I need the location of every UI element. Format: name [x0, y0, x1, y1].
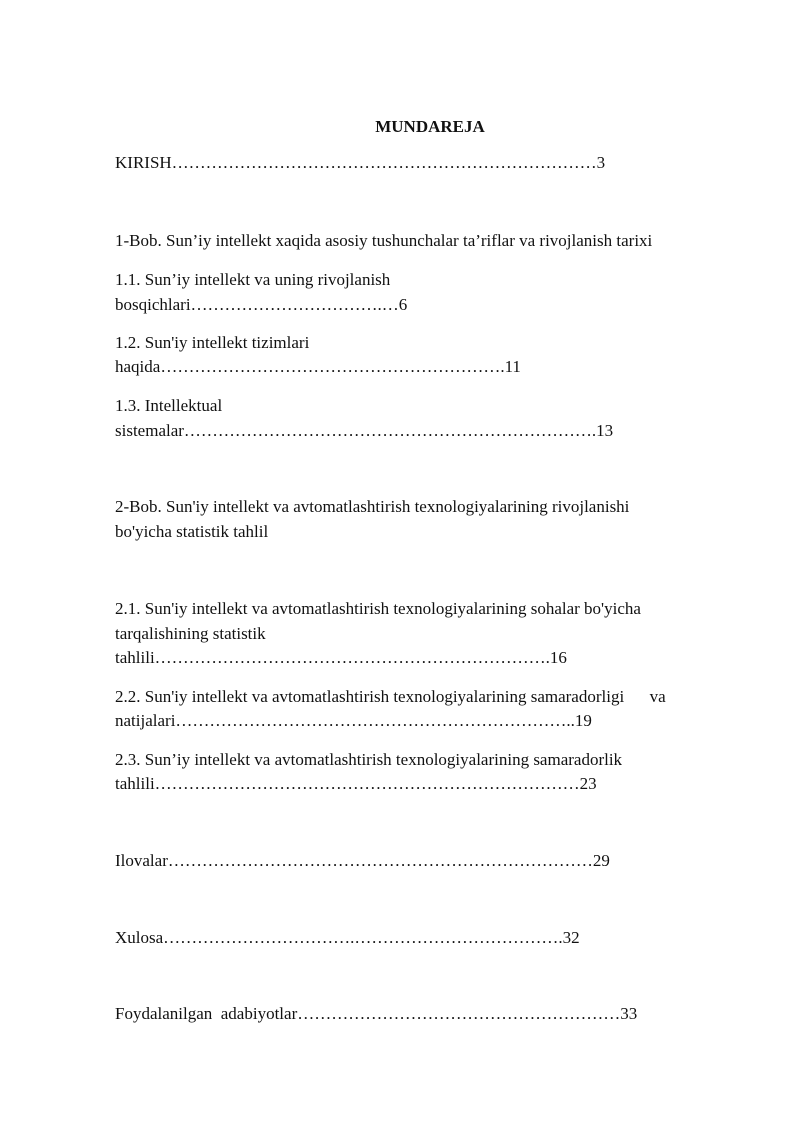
toc-entry-2-1-line-3: tahlili…………………………………………………………….16	[115, 648, 567, 667]
toc-chapter-2-heading-line-1: 2-Bob. Sun'iy intellekt va avtomatlashtirish texnologiyalarining rivojlanishi	[115, 497, 630, 516]
toc-entry-2-2-line-1: 2.2. Sun'iy intellekt va avtomatlashtirish texnologiyalarining samaradorligi va	[115, 687, 666, 706]
toc-chapter-2-heading-line-2: bo'yicha statistik tahlil	[115, 522, 269, 541]
toc-entry-1-1-line-2: bosqichlari…………………………….…6	[115, 295, 408, 314]
toc-entry-kirish: KIRISH…………………………………………………………………3	[115, 153, 606, 172]
toc-entry-2-3-line-1: 2.3. Sun’iy intellekt va avtomatlashtirish texnologiyalarining samaradorlik	[115, 750, 623, 769]
toc-entry-2-1-line-2: tarqalishining statistik	[115, 624, 266, 643]
toc-entry-2-3-line-2: tahlili…………………………………………………………………23	[115, 774, 597, 793]
toc-entry-2-1-line-1: 2.1. Sun'iy intellekt va avtomatlashtirish texnologiyalarining sohalar bo'yicha	[115, 599, 641, 618]
toc-entry-1-2-line-2: haqida…………………………………………………….11	[115, 357, 521, 376]
toc-chapter-1-heading: 1-Bob. Sun’iy intellekt xaqida asosiy tushunchalar ta’riflar va rivojlanish tarixi	[115, 231, 653, 250]
toc-entry-1-3-line-2: sistemalar……………………………………………………………….13	[115, 421, 614, 440]
toc-entry-adabiyotlar: Foydalanilgan adabiyotlar…………………………………………………33	[115, 1004, 638, 1023]
toc-entry-1-2-line-1: 1.2. Sun'iy intellekt tizimlari	[115, 333, 310, 352]
toc-entry-1-1-line-1: 1.1. Sun’iy intellekt va uning rivojlanish	[115, 270, 391, 289]
toc-entry-1-3-line-1: 1.3. Intellektual	[115, 396, 223, 415]
page-title: MUNDAREJA	[375, 117, 485, 136]
toc-entry-2-2-line-2: natijalari……………………………………………………………..19	[115, 711, 592, 730]
toc-entry-xulosa: Xulosa…………………………….……………………………….32	[115, 928, 580, 947]
toc-entry-ilovalar: Ilovalar…………………………………………………………………29	[115, 851, 610, 870]
